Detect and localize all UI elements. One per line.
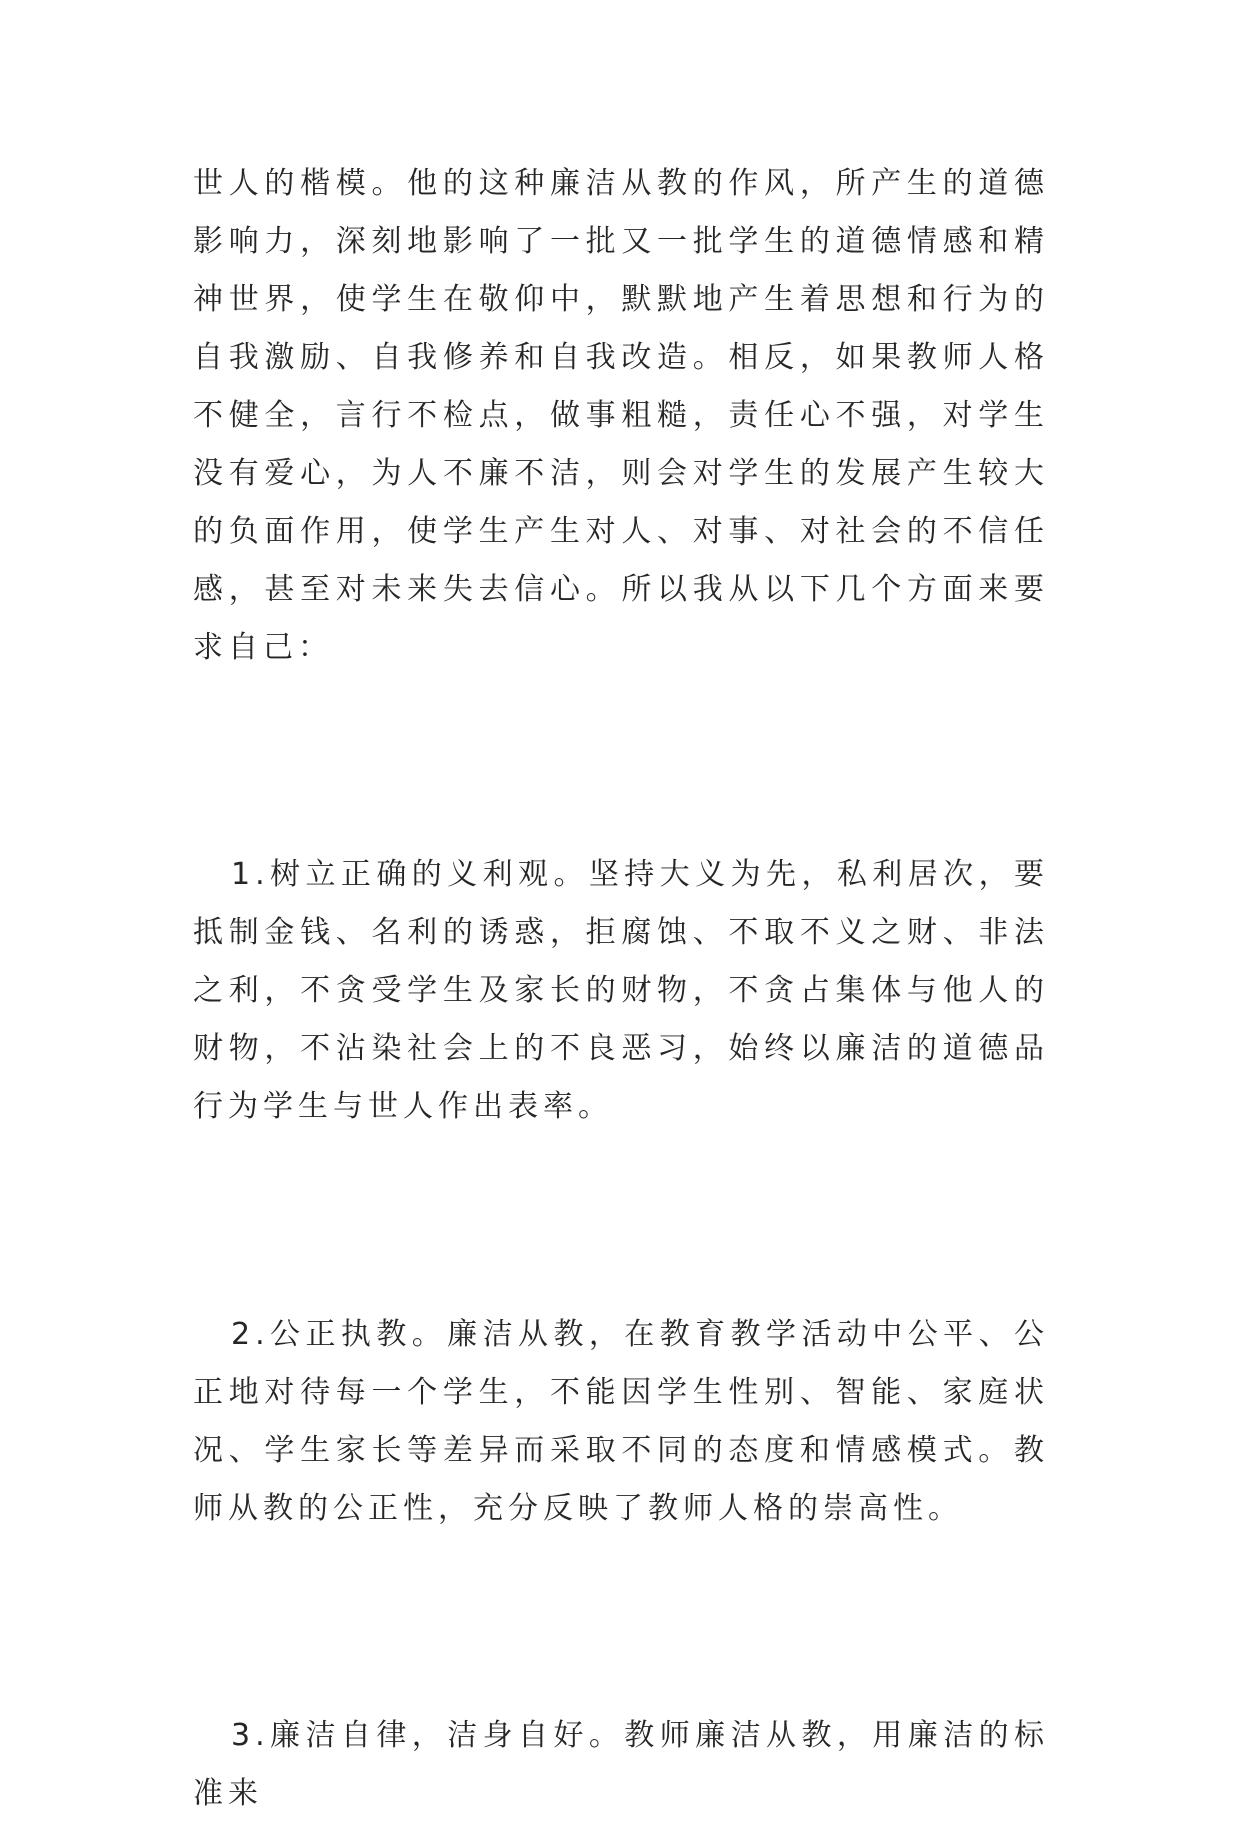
paragraph-item-3: 3.廉洁自律，洁身自好。教师廉洁从教，用廉洁的标准来 <box>193 1718 1049 1811</box>
paragraph-spacer <box>193 677 1049 846</box>
paragraph-item-1: 1.树立正确的义利观。坚持大义为先，私利居次，要抵制金钱、名利的诱惑，拒腐蚀、不取不义之财、非法之利，不贪受学生及家长的财物，不贪占集体与他人的财物，不沾染社会上的不良恶习，始终以廉洁的道德品行为学生与世人作出表率。 <box>193 857 1049 1124</box>
paragraph-item-2: 2.公正执教。廉洁从教，在教育教学活动中公平、公正地对待每一个学生，不能因学生性别、智能、家庭状况、学生家长等差异而采取不同的态度和情感模式。教师从教的公正性，充分反映了教师人格的崇高性。 <box>193 1317 1049 1526</box>
paragraph-spacer <box>193 1136 1049 1306</box>
paragraph-intro: 世人的楷模。他的这种廉洁从教的作风，所产生的道德影响力，深刻地影响了一批又一批学生的道德情感和精神世界，使学生在敬仰中，默默地产生着思想和行为的自我激励、自我修养和自我改造。相反，如果教师人格不健全，言行不检点，做事粗糙，责任心不强，对学生没有爱心，为人不廉不洁，则会对学生的发展产生较大的负面作用，使学生产生对人、对事、对社会的不信任感，甚至对未来失去信心。所以我从以下几个方面来要求自己： <box>193 166 1049 665</box>
document-body <box>193 155 1049 1823</box>
paragraph-spacer <box>193 1538 1049 1707</box>
